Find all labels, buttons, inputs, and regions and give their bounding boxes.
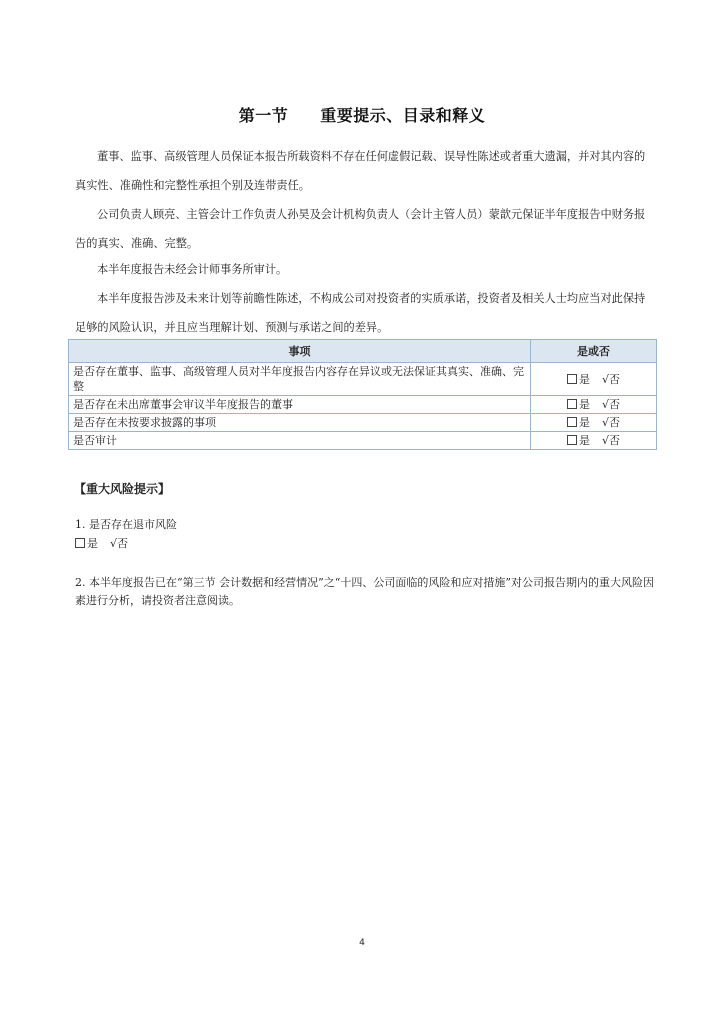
- matters-table: [68, 339, 657, 450]
- row-item: 是否审计: [69, 432, 531, 450]
- page-number: 4: [359, 938, 365, 948]
- row-answer: [531, 396, 657, 414]
- row-item: 是否存在未出席董事会审议半年度报告的董事: [69, 396, 531, 414]
- table-row: [69, 396, 657, 414]
- unchecked-box-icon: [567, 435, 577, 445]
- yes-label: 是: [578, 434, 590, 447]
- table-row: [69, 414, 657, 432]
- unchecked-box-icon: [567, 374, 577, 384]
- table-row: [69, 432, 657, 450]
- section-heading: [0, 103, 724, 126]
- risk-factors-note: 2. 本半年度报告已在“第三节 会计数据和经营情况”之“十四、公司面临的风险和应对措施”对公司报告期内的重大风险因素进行分析，请投资者注意阅读。: [75, 576, 654, 607]
- no-label-checked: √否: [601, 434, 620, 447]
- row-answer: [531, 414, 657, 432]
- section-number: 第一节: [238, 106, 289, 125]
- delisting-risk-answer: [75, 535, 128, 553]
- no-label-checked: √否: [601, 398, 620, 411]
- delisting-risk-question: 1. 是否存在退市风险: [75, 518, 177, 531]
- paragraph-audit-status: 本半年度报告未经会计师事务所审计。: [97, 263, 288, 276]
- yes-label: 是: [578, 398, 590, 411]
- section-title: 重要提示、目录和释义: [320, 106, 486, 125]
- header-yes-no: 是或否: [531, 340, 657, 363]
- yes-label: 是: [578, 416, 590, 429]
- row-item: 是否存在未按要求披露的事项: [69, 414, 531, 432]
- unchecked-box-icon: [75, 538, 85, 548]
- paragraph-director-guarantee: 董事、监事、高级管理人员保证本报告所载资料不存在任何虚假记载、误导性陈述或者重大遗漏，并对其内容的真实性、准确性和完整性承担个别及连带责任。: [75, 150, 646, 192]
- no-label-checked: √否: [110, 537, 129, 550]
- paragraph-forward-looking: 本半年度报告涉及未来计划等前瞻性陈述，不构成公司对投资者的实质承诺，投资者及相关人士均应当对此保持足够的风险认识，并且应当理解计划、预测与承诺之间的差异。: [75, 292, 646, 334]
- risk-section-title: 【重大风险提示】: [74, 482, 171, 496]
- header-matter: 事项: [69, 340, 531, 363]
- paragraph-responsible-persons: 公司负责人顾亮、主管会计工作负责人孙昊及会计机构负责人（会计主管人员）蒙歆元保证半年度报告中财务报告的真实、准确、完整。: [75, 208, 646, 250]
- no-label-checked: √否: [601, 372, 620, 386]
- yes-label: 是: [87, 537, 98, 550]
- unchecked-box-icon: [567, 399, 577, 409]
- no-label-checked: √否: [601, 416, 620, 429]
- row-item: 是否存在董事、监事、高级管理人员对半年度报告内容存在异议或无法保证其真实、准确、完整: [69, 363, 531, 396]
- table-header-row: [69, 340, 657, 363]
- yes-label: 是: [578, 372, 590, 386]
- unchecked-box-icon: [567, 417, 577, 427]
- row-answer: [531, 363, 657, 396]
- table-row: [69, 363, 657, 396]
- row-answer: [531, 432, 657, 450]
